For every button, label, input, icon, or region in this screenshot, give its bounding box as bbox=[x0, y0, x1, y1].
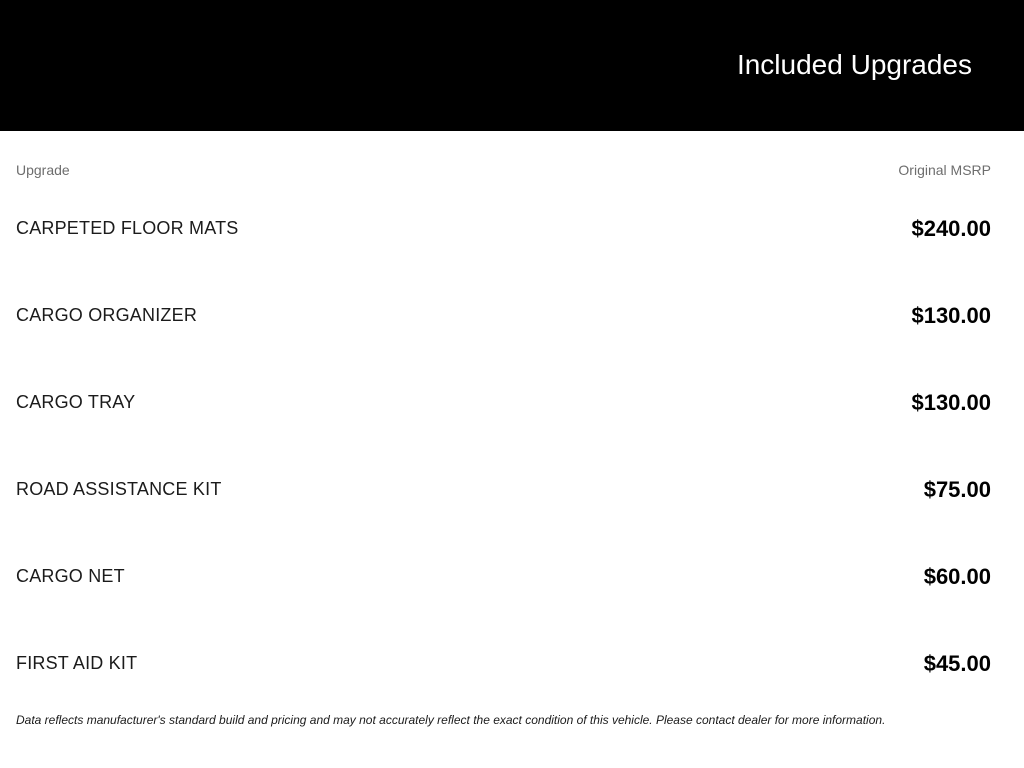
table-row bbox=[16, 185, 991, 272]
upgrade-price: $130.00 bbox=[911, 302, 991, 328]
upgrade-price: $130.00 bbox=[911, 389, 991, 415]
table-row bbox=[16, 620, 991, 707]
upgrade-name: CARGO ORGANIZER bbox=[16, 305, 198, 325]
upgrade-name: ROAD ASSISTANCE KIT bbox=[16, 479, 222, 499]
column-header-upgrade: Upgrade bbox=[16, 162, 70, 178]
upgrade-price: $75.00 bbox=[923, 476, 991, 502]
table-row bbox=[16, 446, 991, 533]
page-title: Included Upgrades bbox=[736, 49, 972, 81]
column-header-original-msrp: Original MSRP bbox=[898, 162, 991, 178]
disclaimer-text: Data reflects manufacturer's standard build and pricing and may not accurately reflect the exact condition of this vehicle. Please contact dealer for more information. bbox=[16, 713, 886, 727]
table-header-row bbox=[16, 131, 991, 177]
page-header bbox=[0, 0, 1024, 131]
upgrade-name: CARGO TRAY bbox=[16, 392, 136, 412]
upgrade-price: $240.00 bbox=[911, 215, 991, 241]
table-row bbox=[16, 272, 991, 359]
upgrade-price: $45.00 bbox=[923, 650, 991, 676]
table-body bbox=[16, 185, 991, 707]
upgrades-table bbox=[0, 131, 1024, 727]
table-row bbox=[16, 359, 991, 446]
upgrade-price: $60.00 bbox=[923, 563, 991, 589]
upgrade-name: FIRST AID KIT bbox=[16, 653, 138, 673]
upgrade-name: CARPETED FLOOR MATS bbox=[16, 218, 239, 238]
table-row bbox=[16, 533, 991, 620]
upgrade-name: CARGO NET bbox=[16, 566, 125, 586]
